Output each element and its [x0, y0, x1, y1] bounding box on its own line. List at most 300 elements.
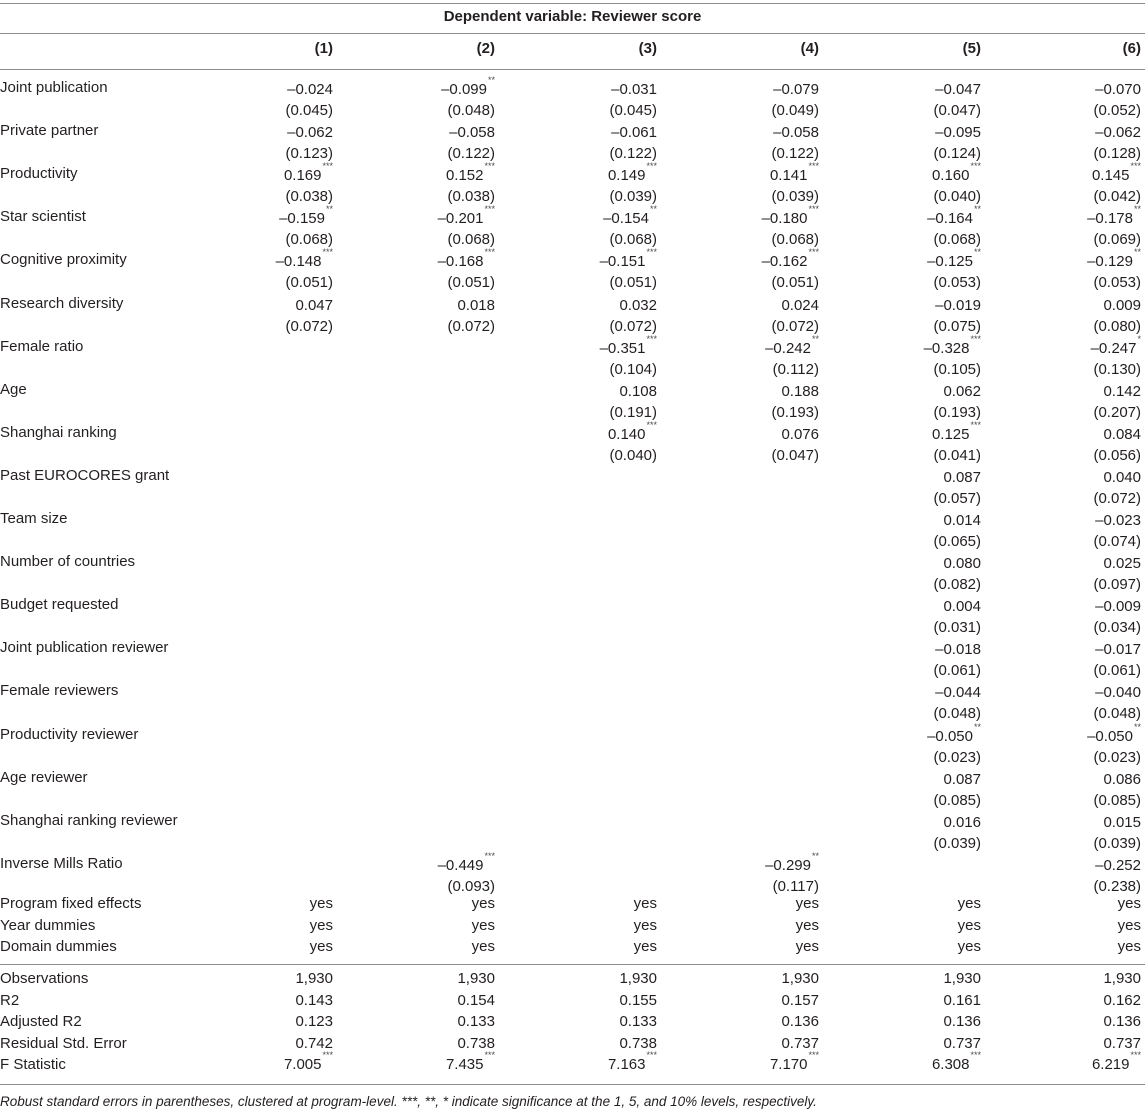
standard-error	[213, 617, 333, 638]
coef-estimate	[861, 333, 981, 359]
standard-error	[537, 703, 657, 724]
standard-error: (0.068)	[933, 231, 981, 249]
row-label: Joint publication	[0, 79, 108, 96]
coef-cell	[861, 855, 981, 897]
coef-cell	[213, 855, 333, 897]
fixed-effect-row	[0, 938, 1145, 959]
stat-cell	[861, 1035, 981, 1052]
coef-estimate	[1021, 333, 1141, 359]
coef-estimate	[1021, 161, 1141, 186]
standard-error: (0.040)	[609, 446, 657, 464]
significance-stars: **	[1133, 204, 1141, 215]
stat-cell	[537, 1035, 657, 1052]
significance-stars: ***	[808, 247, 819, 258]
coef-cell	[1021, 769, 1141, 811]
coef-estimate	[213, 553, 333, 574]
standard-error: (0.104)	[609, 360, 657, 378]
stat-cell	[213, 970, 333, 987]
significance-stars: **	[973, 247, 981, 258]
fe-cell: yes	[795, 916, 819, 934]
coef-cell	[213, 424, 333, 466]
estimate-value: –0.125	[927, 253, 973, 271]
significance-stars: ***	[646, 247, 657, 258]
stat-value: 1,930	[295, 970, 333, 987]
estimate-value: 0.188	[781, 382, 819, 400]
coef-estimate	[699, 247, 819, 272]
coef-estimate	[861, 855, 981, 876]
table-row	[0, 75, 1145, 122]
standard-error: (0.023)	[933, 748, 981, 766]
coef-cell	[699, 850, 819, 897]
stat-cell	[537, 1013, 657, 1030]
table-row	[0, 596, 1145, 639]
coef-estimate	[537, 247, 657, 272]
standard-error	[699, 703, 819, 724]
estimate-value: –0.031	[611, 81, 657, 98]
row-label: Research diversity	[0, 294, 124, 312]
table-row	[0, 333, 1145, 381]
coef-cell	[537, 769, 657, 811]
stat-cell	[1021, 1050, 1141, 1073]
estimate-value: –0.040	[1095, 684, 1141, 702]
coef-cell	[537, 295, 657, 337]
significance-stars: ***	[970, 419, 981, 430]
coef-cell	[537, 247, 657, 293]
estimate-value: –0.079	[773, 81, 819, 98]
coef-cell	[699, 79, 819, 121]
estimate-value: –0.328	[923, 339, 970, 357]
row-label: Female reviewers	[0, 682, 119, 700]
column-header: (4)	[800, 40, 819, 57]
coef-cell	[213, 769, 333, 811]
coef-estimate	[537, 79, 657, 100]
estimate-value: –0.024	[287, 81, 333, 98]
standard-error: (0.105)	[933, 360, 981, 378]
estimate-value: –0.017	[1095, 641, 1141, 659]
standard-error: (0.051)	[771, 274, 819, 292]
coef-cell	[861, 510, 981, 552]
stat-cell	[699, 992, 819, 1009]
coef-cell	[699, 161, 819, 207]
coef-cell	[1021, 639, 1141, 681]
standard-error: (0.122)	[771, 145, 819, 163]
significance-stars: **	[973, 204, 981, 215]
coef-estimate	[861, 682, 981, 703]
significance-stars: ***	[970, 161, 981, 172]
coef-estimate	[861, 161, 981, 186]
coef-cell	[537, 122, 657, 164]
stat-cell	[699, 1050, 819, 1073]
fe-cell: yes	[309, 895, 333, 912]
stat-cell	[375, 992, 495, 1009]
coef-cell	[861, 161, 981, 207]
coef-estimate	[1021, 639, 1141, 660]
estimate-value: 0.009	[1103, 296, 1141, 314]
row-label: Age	[0, 380, 27, 398]
fe-cell: yes	[795, 895, 819, 912]
fe-cell: yes	[1117, 895, 1141, 912]
header-rule	[0, 69, 1145, 70]
row-label: Residual Std. Error	[0, 1034, 127, 1052]
stat-value: 7.435	[445, 1056, 484, 1073]
standard-error: (0.047)	[933, 102, 981, 119]
stat-cell	[375, 970, 495, 987]
coef-cell	[1021, 247, 1141, 293]
fe-cell: yes	[633, 916, 657, 934]
coef-cell	[213, 726, 333, 768]
estimate-value: 0.149	[607, 167, 646, 185]
standard-error	[699, 790, 819, 811]
coef-estimate	[861, 639, 981, 660]
estimate-value: –0.154	[603, 210, 649, 228]
significance-stars: **	[811, 333, 819, 344]
coef-cell	[699, 682, 819, 724]
standard-error: (0.085)	[933, 791, 981, 809]
fe-cell: yes	[471, 916, 495, 934]
standard-error: (0.128)	[1093, 145, 1141, 163]
stat-cell	[375, 1035, 495, 1052]
stat-value: 6.308	[931, 1056, 970, 1073]
estimate-value: 0.025	[1103, 555, 1141, 573]
coef-cell	[861, 639, 981, 681]
coef-cell	[213, 204, 333, 250]
column-header: (2)	[476, 40, 495, 57]
estimate-value: –0.351	[599, 339, 646, 357]
significance-stars: ***	[322, 1050, 333, 1060]
stat-value: 1,930	[457, 970, 495, 987]
stat-value: 0.161	[943, 991, 981, 1009]
standard-error: (0.123)	[285, 145, 333, 163]
standard-error	[213, 660, 333, 681]
coef-estimate	[375, 122, 495, 143]
standard-error: (0.053)	[1093, 274, 1141, 292]
coef-cell	[861, 812, 981, 854]
table-row	[0, 812, 1145, 855]
coef-cell	[699, 769, 819, 811]
standard-error	[375, 402, 495, 423]
estimate-value: 0.169	[283, 167, 322, 185]
coef-estimate	[861, 596, 981, 617]
stat-cell	[861, 1013, 981, 1030]
row-label: R2	[0, 991, 20, 1009]
stat-cell	[375, 1050, 495, 1073]
coef-estimate	[1021, 247, 1141, 272]
coef-cell	[861, 419, 981, 466]
standard-error	[375, 703, 495, 724]
standard-error	[375, 359, 495, 380]
standard-error	[213, 574, 333, 595]
coef-cell	[375, 769, 495, 811]
stat-value: 0.162	[1103, 991, 1141, 1009]
stat-cell	[1021, 970, 1141, 987]
stat-cell	[375, 1013, 495, 1030]
standard-error	[699, 574, 819, 595]
standard-error	[537, 747, 657, 768]
coef-cell	[375, 295, 495, 337]
significance-stars: ***	[808, 204, 819, 215]
table-row	[0, 295, 1145, 338]
table-row	[0, 419, 1145, 467]
coef-cell	[1021, 333, 1141, 380]
standard-error: (0.238)	[1093, 877, 1141, 895]
coef-estimate	[1021, 510, 1141, 531]
standard-error: (0.068)	[609, 231, 657, 249]
coef-cell	[537, 161, 657, 207]
standard-error: (0.068)	[771, 231, 819, 249]
standard-error	[537, 531, 657, 552]
fe-cell: yes	[795, 938, 819, 955]
coef-cell	[1021, 295, 1141, 337]
stat-value: 0.136	[943, 1013, 981, 1030]
coef-cell	[213, 596, 333, 638]
estimate-value: 0.145	[1091, 167, 1130, 185]
stat-cell	[537, 1050, 657, 1073]
stat-value: 7.005	[283, 1056, 322, 1073]
coef-cell	[1021, 553, 1141, 595]
estimate-value: –0.023	[1095, 512, 1141, 529]
coef-cell	[213, 639, 333, 681]
statistic-row	[0, 1050, 1145, 1077]
coef-cell	[537, 381, 657, 423]
estimate-value: –0.058	[773, 124, 819, 142]
coef-cell	[699, 333, 819, 380]
coef-estimate	[213, 295, 333, 316]
coef-estimate	[537, 333, 657, 359]
standard-error: (0.045)	[609, 102, 657, 119]
table-title: Dependent variable: Reviewer score	[443, 8, 702, 25]
row-label: Shanghai ranking reviewer	[0, 811, 178, 829]
standard-error: (0.072)	[609, 317, 657, 335]
coef-cell	[861, 596, 981, 638]
coef-cell	[699, 204, 819, 250]
statistic-row	[0, 970, 1145, 991]
coef-cell	[375, 682, 495, 724]
estimate-value: 0.076	[781, 425, 819, 443]
coef-estimate	[699, 769, 819, 790]
estimate-value: 0.141	[769, 167, 808, 185]
estimate-value: –0.009	[1095, 598, 1141, 616]
coef-cell	[1021, 682, 1141, 724]
stat-cell	[699, 1013, 819, 1030]
coef-estimate	[699, 467, 819, 488]
significance-stars: **	[1133, 247, 1141, 258]
stat-cell	[1021, 1035, 1141, 1052]
row-label: Cognitive proximity	[0, 251, 127, 269]
standard-error: (0.040)	[933, 188, 981, 206]
row-label: Productivity	[0, 165, 78, 183]
standard-error	[375, 574, 495, 595]
significance-stars: ***	[484, 247, 495, 258]
standard-error: (0.052)	[1093, 102, 1141, 119]
coef-estimate	[861, 419, 981, 445]
estimate-value: 0.160	[931, 167, 970, 185]
standard-error	[699, 488, 819, 509]
statistic-row	[0, 992, 1145, 1013]
coef-estimate	[861, 122, 981, 143]
coef-cell	[537, 639, 657, 681]
coef-estimate	[699, 381, 819, 402]
standard-error	[537, 876, 657, 897]
stat-value: 0.133	[457, 1013, 495, 1030]
coef-estimate	[213, 769, 333, 790]
coef-estimate	[375, 510, 495, 531]
column-header: (5)	[962, 40, 981, 57]
coef-cell	[699, 726, 819, 768]
stat-value: 0.136	[781, 1013, 819, 1030]
standard-error	[861, 876, 981, 897]
coef-estimate	[213, 79, 333, 100]
coef-estimate	[861, 247, 981, 272]
stat-value: 1,930	[619, 970, 657, 987]
estimate-value: 0.140	[607, 425, 646, 443]
coef-estimate	[699, 639, 819, 660]
coef-estimate	[213, 161, 333, 186]
statistic-row	[0, 1013, 1145, 1034]
table-row	[0, 122, 1145, 165]
row-label: Female ratio	[0, 337, 84, 355]
standard-error	[213, 402, 333, 423]
coef-estimate	[861, 769, 981, 790]
standard-error	[375, 445, 495, 466]
coef-cell	[861, 381, 981, 423]
coef-cell	[861, 721, 981, 768]
coef-estimate	[375, 553, 495, 574]
coef-estimate	[861, 510, 981, 531]
coef-estimate	[375, 812, 495, 833]
coef-cell	[537, 553, 657, 595]
row-label: Observations	[0, 970, 89, 987]
coef-estimate	[537, 812, 657, 833]
coef-estimate	[1021, 812, 1141, 833]
bottom-rule	[0, 1084, 1145, 1085]
coef-cell	[213, 812, 333, 854]
standard-error	[699, 747, 819, 768]
standard-error	[213, 531, 333, 552]
standard-error: (0.048)	[447, 102, 495, 119]
fe-cell: yes	[633, 938, 657, 955]
table-row	[0, 204, 1145, 251]
standard-error: (0.072)	[771, 317, 819, 335]
standard-error: (0.072)	[1093, 489, 1141, 507]
standard-error: (0.034)	[1093, 619, 1141, 637]
coef-cell	[375, 381, 495, 423]
standard-error: (0.039)	[771, 188, 819, 206]
row-label: Inverse Mills Ratio	[0, 854, 123, 872]
coef-estimate	[537, 596, 657, 617]
standard-error: (0.117)	[772, 877, 819, 895]
coef-cell	[213, 122, 333, 164]
table-note: Robust standard errors in parentheses, clustered at program-level. ***, **, * indicate significance at the 1, 5, and 10% levels, respectively.	[0, 1094, 817, 1109]
significance-stars: ***	[646, 419, 657, 430]
coef-cell	[537, 812, 657, 854]
standard-error: (0.130)	[1093, 360, 1141, 378]
stat-value: 1,930	[943, 970, 981, 987]
coef-estimate	[861, 553, 981, 574]
fe-cell: yes	[309, 938, 333, 955]
standard-error	[213, 359, 333, 380]
coef-cell	[861, 682, 981, 724]
table-row	[0, 381, 1145, 424]
coef-estimate	[375, 338, 495, 359]
estimate-value: 0.018	[457, 296, 495, 314]
coef-estimate	[699, 161, 819, 186]
coef-estimate	[861, 381, 981, 402]
row-label: Team size	[0, 510, 68, 527]
coef-estimate	[537, 467, 657, 488]
table-row	[0, 850, 1145, 898]
fe-cell: yes	[633, 895, 657, 912]
coef-estimate	[699, 726, 819, 747]
significance-stars: ***	[808, 161, 819, 172]
coef-cell	[699, 295, 819, 337]
stat-cell	[213, 1050, 333, 1073]
coef-cell	[213, 295, 333, 337]
estimate-value: 0.080	[943, 555, 981, 573]
standard-error: (0.048)	[1093, 705, 1141, 723]
estimate-value: –0.164	[927, 210, 973, 228]
stat-cell	[213, 992, 333, 1009]
coef-cell	[1021, 122, 1141, 164]
coef-cell	[861, 553, 981, 595]
coef-cell	[861, 467, 981, 509]
coef-cell	[213, 510, 333, 552]
stat-cell	[537, 970, 657, 987]
coef-cell	[537, 79, 657, 121]
coef-cell	[213, 682, 333, 724]
stat-cell	[699, 1035, 819, 1052]
standard-error: (0.065)	[933, 533, 981, 550]
coef-estimate	[1021, 79, 1141, 100]
row-label: Year dummies	[0, 916, 96, 934]
standard-error	[375, 833, 495, 854]
standard-error	[375, 531, 495, 552]
coef-cell	[699, 510, 819, 552]
estimate-value: 0.032	[619, 296, 657, 314]
table-row	[0, 553, 1145, 596]
coef-estimate	[537, 726, 657, 747]
fe-cell: yes	[957, 938, 981, 955]
standard-error: (0.082)	[933, 576, 981, 594]
standard-error	[213, 833, 333, 854]
coef-estimate	[375, 769, 495, 790]
stat-value: 6.219	[1091, 1056, 1130, 1073]
estimate-value: 0.142	[1103, 382, 1141, 400]
coef-estimate	[699, 812, 819, 833]
coef-estimate	[699, 424, 819, 445]
standard-error: (0.045)	[285, 102, 333, 119]
estimate-value: 0.087	[943, 468, 981, 486]
coef-estimate	[213, 247, 333, 272]
coef-cell	[537, 510, 657, 552]
stat-value: 1,930	[1103, 970, 1141, 987]
significance-stars: ***	[646, 1050, 657, 1060]
estimate-value: –0.099	[441, 81, 487, 98]
estimate-value: 0.108	[619, 382, 657, 400]
estimate-value: 0.084	[1103, 425, 1141, 443]
estimate-value: –0.019	[935, 296, 981, 314]
coef-estimate	[537, 381, 657, 402]
estimate-value: –0.242	[765, 339, 811, 357]
coef-cell	[375, 639, 495, 681]
fe-cell: yes	[309, 916, 333, 934]
significance-stars: ***	[322, 247, 333, 258]
stat-value: 0.738	[619, 1034, 657, 1052]
coef-cell	[537, 726, 657, 768]
significance-stars: ***	[646, 333, 657, 344]
coef-estimate	[213, 812, 333, 833]
coef-cell	[699, 553, 819, 595]
coef-cell	[537, 855, 657, 897]
